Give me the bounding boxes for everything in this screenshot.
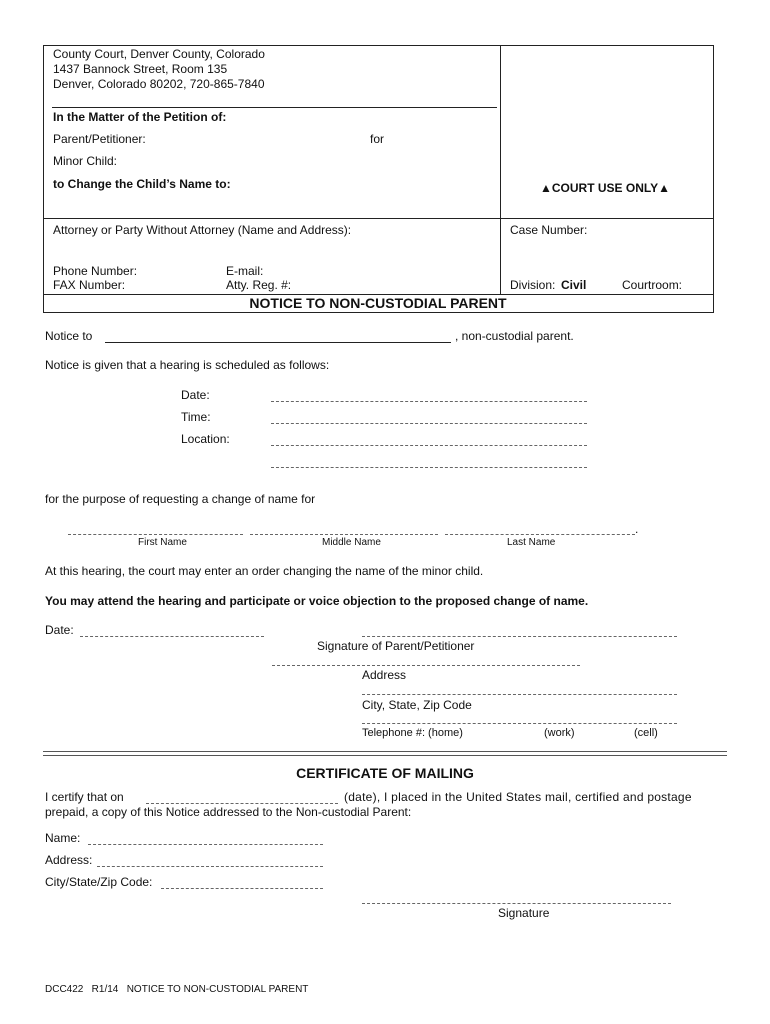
last-name-period: . <box>635 522 639 536</box>
cert-signature-line <box>362 903 671 904</box>
parent-petitioner-label: Parent/Petitioner: <box>53 132 146 146</box>
new-name-input[interactable] <box>245 175 494 193</box>
certify-rest: (date), I placed in the United States mail, certified and postage <box>344 790 692 804</box>
last-name-caption: Last Name <box>507 537 556 548</box>
first-name-caption: First Name <box>138 537 187 548</box>
city-state-zip-label: City, State, Zip Code <box>362 698 472 712</box>
fax-label: FAX Number: <box>53 278 126 292</box>
hearing-location-label: Location: <box>181 432 230 446</box>
hearing-time-label: Time: <box>181 410 211 424</box>
court-use-only: ▲COURT USE ONLY▲ <box>540 181 670 195</box>
first-name-input[interactable] <box>68 518 247 536</box>
address-label: Address <box>362 668 407 682</box>
phone-label: Phone Number: <box>53 264 138 278</box>
petitioner-name-line <box>272 665 580 666</box>
division-value: Civil <box>561 278 587 292</box>
court-line-3: Denver, Colorado 80202, 720-865-7840 <box>53 77 265 91</box>
address-line <box>362 694 677 695</box>
email-label: E-mail: <box>226 264 264 278</box>
cert-name-input[interactable] <box>88 828 327 846</box>
cert-city-input[interactable] <box>161 872 327 890</box>
court-line-2: 1437 Bannock Street, Room 135 <box>53 62 228 76</box>
hearing-location-line-2 <box>271 467 587 468</box>
hearing-date-label: Date: <box>181 388 210 402</box>
caption-divider-vertical <box>500 45 501 294</box>
signature-date-input[interactable] <box>80 620 268 638</box>
telephone-work-label: (work) <box>544 727 575 739</box>
signature-date-label: Date: <box>45 623 74 637</box>
telephone-home-label: Telephone #: (home) <box>362 727 463 739</box>
hearing-location-input[interactable] <box>271 429 591 447</box>
notice-to-label: Notice to <box>45 329 93 343</box>
cert-signature-label: Signature <box>498 906 550 920</box>
minor-child-label: Minor Child: <box>53 154 118 168</box>
form-title: NOTICE TO NON-CUSTODIAL PARENT <box>249 295 507 311</box>
attend-text: You may attend the hearing and participate or voice objection to the proposed change of name. <box>45 594 589 608</box>
court-address-underline <box>52 107 497 108</box>
atty-reg-label: Atty. Reg. #: <box>226 278 292 292</box>
telephone-cell-label: (cell) <box>634 727 658 739</box>
purpose-text: for the purpose of requesting a change of name for <box>45 492 316 506</box>
petitioner-signature-line <box>362 636 677 637</box>
for-label: for <box>370 132 385 146</box>
minor-child-input[interactable] <box>130 152 494 170</box>
middle-name-input[interactable] <box>250 518 442 536</box>
hearing-time-input[interactable] <box>271 407 591 425</box>
court-line-1: County Court, Denver County, Colorado <box>53 47 265 61</box>
last-name-input[interactable] <box>445 518 639 536</box>
division-label: Division: <box>510 278 556 292</box>
cert-address-input[interactable] <box>97 850 327 868</box>
change-name-label: to Change the Child’s Name to: <box>53 177 231 191</box>
case-number-input[interactable] <box>595 221 709 239</box>
cert-city-label: City/State/Zip Code: <box>45 875 153 889</box>
cert-address-label: Address: <box>45 853 93 867</box>
hearing-date-input[interactable] <box>271 385 591 403</box>
form-id-footer: DCC422 R1/14 NOTICE TO NON-CUSTODIAL PARENT <box>45 984 309 995</box>
matter-label: In the Matter of the Petition of: <box>53 110 227 124</box>
caption-divider-mid <box>43 218 713 219</box>
certify-date-input[interactable] <box>146 787 342 805</box>
section-separator <box>43 751 727 756</box>
cert-name-label: Name: <box>45 831 81 845</box>
certify-start: I certify that on <box>45 790 124 804</box>
case-number-label: Case Number: <box>510 223 588 237</box>
non-custodial-label: , non-custodial parent. <box>455 329 574 343</box>
attorney-label: Attorney or Party Without Attorney (Name and Address): <box>53 223 352 237</box>
order-text: At this hearing, the court may enter an order changing the name of the minor child. <box>45 564 484 578</box>
middle-name-caption: Middle Name <box>322 537 381 548</box>
hearing-text: Notice is given that a hearing is scheduled as follows: <box>45 358 330 372</box>
parent-petitioner-input[interactable] <box>160 130 364 148</box>
city-state-zip-line <box>362 723 677 724</box>
signature-of-parent-label: Signature of Parent/Petitioner <box>317 639 475 653</box>
certificate-title: CERTIFICATE OF MAILING <box>296 765 474 781</box>
courtroom-label: Courtroom: <box>622 278 683 292</box>
non-custodial-parent-input[interactable] <box>105 326 455 344</box>
certify-line-2: prepaid, a copy of this Notice addressed to the Non-custodial Parent: <box>45 805 412 819</box>
